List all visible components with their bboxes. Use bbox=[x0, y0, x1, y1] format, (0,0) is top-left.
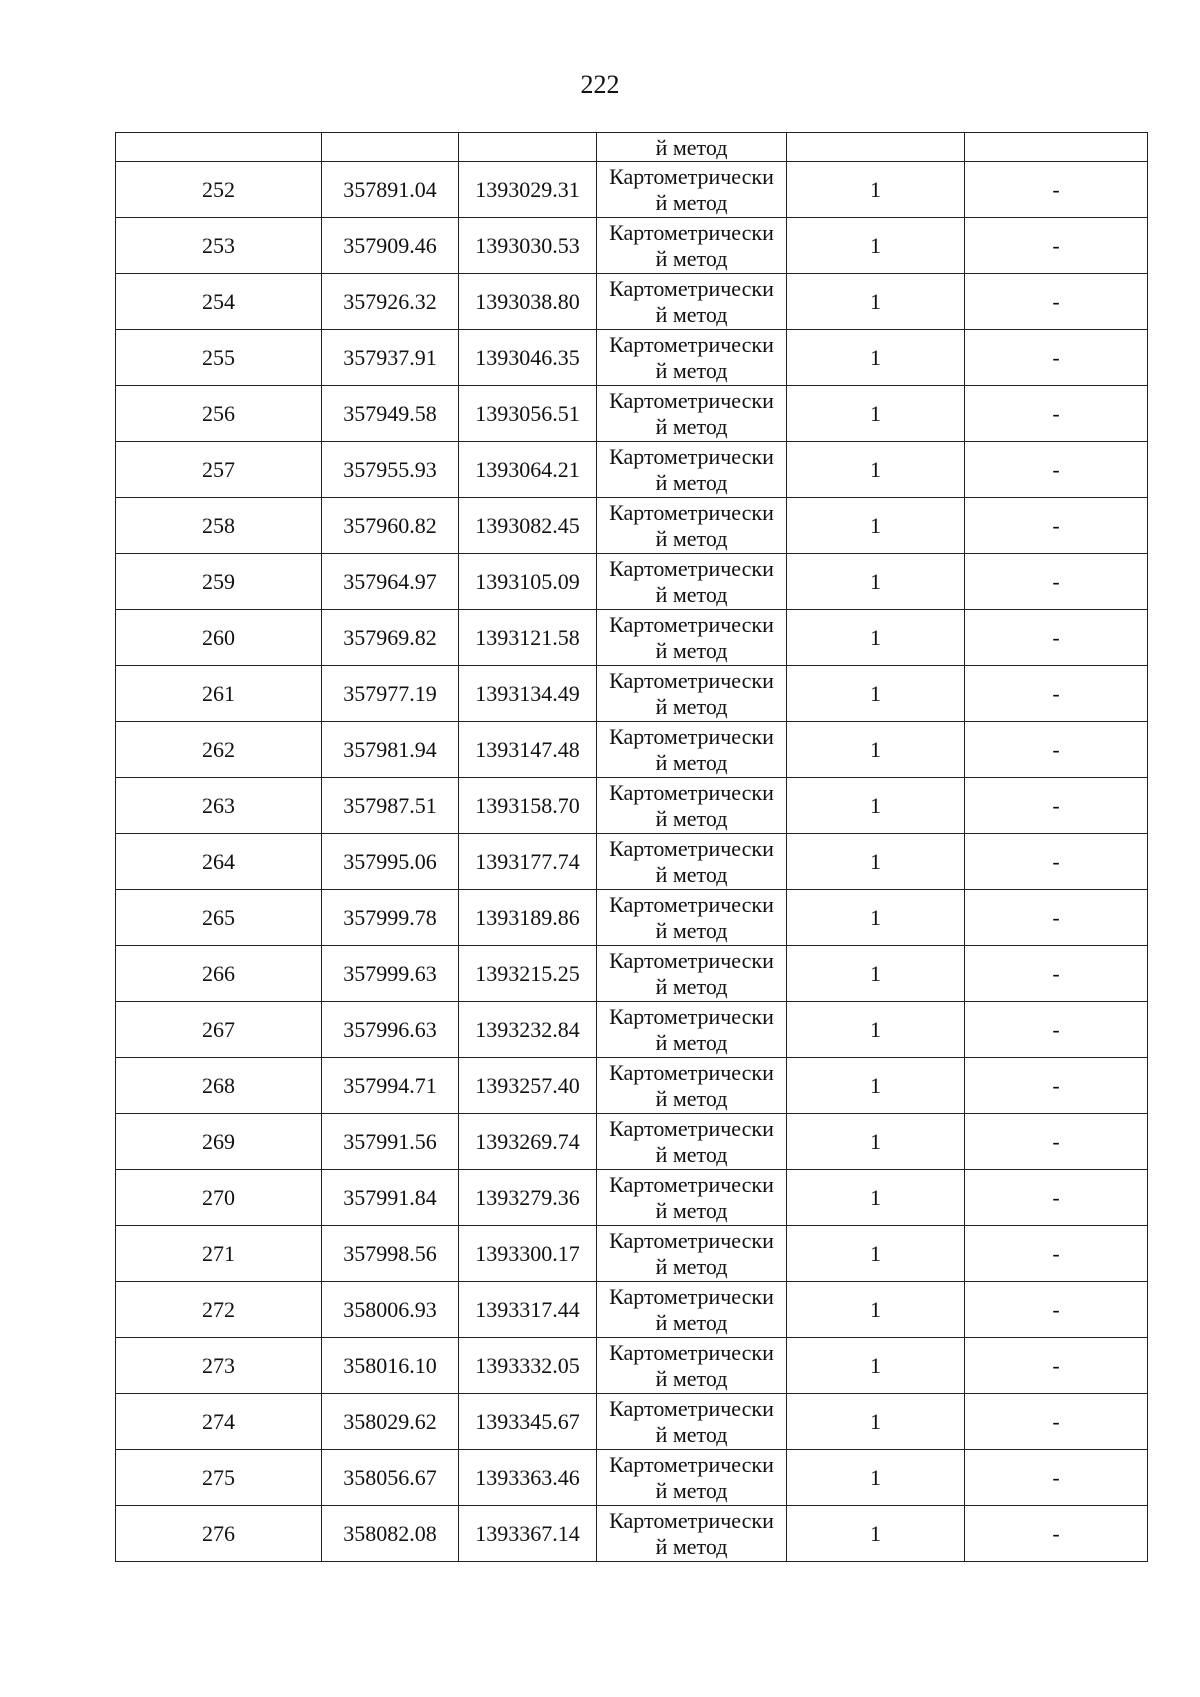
cell-method bbox=[597, 442, 787, 498]
cell-note: - bbox=[965, 946, 1148, 1002]
page-number: 222 bbox=[580, 70, 620, 99]
cell-precision: 1 bbox=[787, 1114, 965, 1170]
cell-y: 1393038.80 bbox=[459, 274, 597, 330]
cell-method bbox=[597, 554, 787, 610]
cell-precision: 1 bbox=[787, 890, 965, 946]
cell-point-number: 259 bbox=[116, 554, 322, 610]
cell-precision: 1 bbox=[787, 1282, 965, 1338]
cell-x: 357981.94 bbox=[322, 722, 459, 778]
table-row bbox=[116, 890, 1148, 946]
method-line-1: Картометрически bbox=[609, 723, 774, 749]
method-line-2: й метод bbox=[655, 1141, 728, 1167]
cell-note: - bbox=[965, 1506, 1148, 1562]
cell-method bbox=[597, 1282, 787, 1338]
cell-precision: 1 bbox=[787, 330, 965, 386]
cell-x: 357949.58 bbox=[322, 386, 459, 442]
cell-note bbox=[965, 133, 1148, 162]
method-line-1: Картометрически bbox=[609, 611, 774, 637]
cell-point-number: 274 bbox=[116, 1394, 322, 1450]
cell-y bbox=[459, 133, 597, 162]
cell-method bbox=[597, 1506, 787, 1562]
cell-note: - bbox=[965, 1450, 1148, 1506]
method-line-2: й метод bbox=[655, 413, 728, 439]
cell-x: 357955.93 bbox=[322, 442, 459, 498]
cell-x: 358016.10 bbox=[322, 1338, 459, 1394]
cell-y: 1393121.58 bbox=[459, 610, 597, 666]
method-line-1: Картометрически bbox=[609, 1003, 774, 1029]
table-row bbox=[116, 218, 1148, 274]
method-line-2: й метод bbox=[655, 1365, 728, 1391]
cell-y: 1393300.17 bbox=[459, 1226, 597, 1282]
cell-method bbox=[597, 1058, 787, 1114]
cell-point-number: 262 bbox=[116, 722, 322, 778]
cell-y: 1393215.25 bbox=[459, 946, 597, 1002]
cell-y: 1393177.74 bbox=[459, 834, 597, 890]
cell-precision: 1 bbox=[787, 498, 965, 554]
cell-precision: 1 bbox=[787, 274, 965, 330]
cell-point-number: 261 bbox=[116, 666, 322, 722]
cell-note: - bbox=[965, 442, 1148, 498]
cell-y: 1393105.09 bbox=[459, 554, 597, 610]
cell-point-number: 271 bbox=[116, 1226, 322, 1282]
cell-method bbox=[597, 162, 787, 218]
cell-note: - bbox=[965, 1002, 1148, 1058]
method-line-1: Картометрически bbox=[609, 1395, 774, 1421]
method-line-2: й метод bbox=[655, 189, 728, 215]
method-line-2: й метод bbox=[655, 1533, 728, 1559]
cell-precision: 1 bbox=[787, 1170, 965, 1226]
cell-y: 1393189.86 bbox=[459, 890, 597, 946]
cell-point-number: 269 bbox=[116, 1114, 322, 1170]
cell-note: - bbox=[965, 610, 1148, 666]
method-line-2: й метод bbox=[655, 581, 728, 607]
cell-note: - bbox=[965, 1394, 1148, 1450]
method-line-2: й метод bbox=[655, 805, 728, 831]
method-line-2: й метод bbox=[655, 1477, 728, 1503]
method-line-1: Картометрически bbox=[609, 275, 774, 301]
cell-x: 357996.63 bbox=[322, 1002, 459, 1058]
method-line-2: й метод bbox=[655, 637, 728, 663]
method-line-1: Картометрически bbox=[609, 163, 774, 189]
cell-method bbox=[597, 1226, 787, 1282]
cell-y: 1393046.35 bbox=[459, 330, 597, 386]
cell-precision: 1 bbox=[787, 386, 965, 442]
cell-y: 1393134.49 bbox=[459, 666, 597, 722]
coordinates-table bbox=[115, 132, 1148, 1562]
method-line-1: Картометрически bbox=[609, 1171, 774, 1197]
cell-point-number: 260 bbox=[116, 610, 322, 666]
cell-x: 357964.97 bbox=[322, 554, 459, 610]
method-line-2: й метод bbox=[655, 861, 728, 887]
cell-precision: 1 bbox=[787, 666, 965, 722]
cell-note: - bbox=[965, 386, 1148, 442]
cell-method bbox=[597, 778, 787, 834]
cell-precision: 1 bbox=[787, 1394, 965, 1450]
cell-method bbox=[597, 946, 787, 1002]
method-line-1: Картометрически bbox=[609, 387, 774, 413]
table-row bbox=[116, 498, 1148, 554]
table-row bbox=[116, 330, 1148, 386]
cell-point-number: 268 bbox=[116, 1058, 322, 1114]
cell-note: - bbox=[965, 162, 1148, 218]
method-line-2: й метод bbox=[655, 1029, 728, 1055]
cell-precision: 1 bbox=[787, 834, 965, 890]
cell-precision: 1 bbox=[787, 1506, 965, 1562]
method-line-2: й метод bbox=[655, 1309, 728, 1335]
table-row bbox=[116, 1002, 1148, 1058]
cell-method bbox=[597, 610, 787, 666]
cell-x: 357960.82 bbox=[322, 498, 459, 554]
method-line-1: Картометрически bbox=[609, 1227, 774, 1253]
cell-y: 1393147.48 bbox=[459, 722, 597, 778]
cell-precision: 1 bbox=[787, 1058, 965, 1114]
method-line-2: й метод bbox=[655, 693, 728, 719]
method-line-2: й метод bbox=[655, 1085, 728, 1111]
cell-note: - bbox=[965, 498, 1148, 554]
cell-point-number: 264 bbox=[116, 834, 322, 890]
cell-y: 1393332.05 bbox=[459, 1338, 597, 1394]
cell-precision: 1 bbox=[787, 554, 965, 610]
cell-note: - bbox=[965, 274, 1148, 330]
cell-y: 1393367.14 bbox=[459, 1506, 597, 1562]
cell-x: 357995.06 bbox=[322, 834, 459, 890]
cell-x: 357994.71 bbox=[322, 1058, 459, 1114]
cell-y: 1393317.44 bbox=[459, 1282, 597, 1338]
cell-note: - bbox=[965, 1226, 1148, 1282]
method-line-2: й метод bbox=[655, 749, 728, 775]
cell-y: 1393232.84 bbox=[459, 1002, 597, 1058]
cell-precision: 1 bbox=[787, 442, 965, 498]
method-line-2: й метод bbox=[655, 973, 728, 999]
cell-point-number: 255 bbox=[116, 330, 322, 386]
cell-method bbox=[597, 1002, 787, 1058]
method-line-1: Картометрически bbox=[609, 331, 774, 357]
cell-point-number: 257 bbox=[116, 442, 322, 498]
cell-y: 1393279.36 bbox=[459, 1170, 597, 1226]
method-line-2: й метод bbox=[655, 1197, 728, 1223]
cell-note: - bbox=[965, 218, 1148, 274]
table-row bbox=[116, 1506, 1148, 1562]
method-line-2: й метод bbox=[655, 1253, 728, 1279]
table-row bbox=[116, 1450, 1148, 1506]
cell-x: 357991.84 bbox=[322, 1170, 459, 1226]
table-row bbox=[116, 778, 1148, 834]
cell-point-number: 254 bbox=[116, 274, 322, 330]
table-row bbox=[116, 1282, 1148, 1338]
cell-point-number: 263 bbox=[116, 778, 322, 834]
cell-precision bbox=[787, 133, 965, 162]
cell-precision: 1 bbox=[787, 1002, 965, 1058]
table-row bbox=[116, 946, 1148, 1002]
cell-precision: 1 bbox=[787, 1338, 965, 1394]
cell-method bbox=[597, 218, 787, 274]
cell-y: 1393158.70 bbox=[459, 778, 597, 834]
cell-precision: 1 bbox=[787, 610, 965, 666]
cell-x: 357909.46 bbox=[322, 218, 459, 274]
cell-point-number: 256 bbox=[116, 386, 322, 442]
method-line-2: й метод bbox=[655, 357, 728, 383]
method-line-1: Картометрически bbox=[609, 499, 774, 525]
table-row bbox=[116, 834, 1148, 890]
cell-y: 1393030.53 bbox=[459, 218, 597, 274]
cell-x: 357977.19 bbox=[322, 666, 459, 722]
cell-point-number: 276 bbox=[116, 1506, 322, 1562]
cell-x: 357926.32 bbox=[322, 274, 459, 330]
cell-note: - bbox=[965, 778, 1148, 834]
method-line-1: Картометрически bbox=[609, 1115, 774, 1141]
cell-precision: 1 bbox=[787, 778, 965, 834]
cell-point-number: 275 bbox=[116, 1450, 322, 1506]
table-row bbox=[116, 442, 1148, 498]
cell-x: 357937.91 bbox=[322, 330, 459, 386]
method-line-1: Картометрически bbox=[609, 1059, 774, 1085]
cell-note: - bbox=[965, 1114, 1148, 1170]
cell-method bbox=[597, 1170, 787, 1226]
cell-method bbox=[597, 890, 787, 946]
method-line-2: й метод bbox=[655, 917, 728, 943]
method-line-1: Картометрически bbox=[609, 1507, 774, 1533]
table-row bbox=[116, 274, 1148, 330]
cell-point-number: 267 bbox=[116, 1002, 322, 1058]
method-line-1: Картометрически bbox=[609, 1451, 774, 1477]
cell-method bbox=[597, 1394, 787, 1450]
cell-method bbox=[597, 386, 787, 442]
cell-point-number: 265 bbox=[116, 890, 322, 946]
cell-method bbox=[597, 1114, 787, 1170]
cell-y: 1393064.21 bbox=[459, 442, 597, 498]
cell-x: 357891.04 bbox=[322, 162, 459, 218]
cell-y: 1393269.74 bbox=[459, 1114, 597, 1170]
cell-method bbox=[597, 274, 787, 330]
cell-precision: 1 bbox=[787, 946, 965, 1002]
cell-x: 357998.56 bbox=[322, 1226, 459, 1282]
cell-x: 357987.51 bbox=[322, 778, 459, 834]
cell-x: 357969.82 bbox=[322, 610, 459, 666]
table-row bbox=[116, 666, 1148, 722]
method-line-1: Картометрически bbox=[609, 1339, 774, 1365]
cell-x: 358006.93 bbox=[322, 1282, 459, 1338]
cell-note: - bbox=[965, 834, 1148, 890]
table-row bbox=[116, 610, 1148, 666]
cell-note: - bbox=[965, 722, 1148, 778]
cell-method bbox=[597, 834, 787, 890]
cell-x: 357991.56 bbox=[322, 1114, 459, 1170]
cell-y: 1393345.67 bbox=[459, 1394, 597, 1450]
cell-note: - bbox=[965, 890, 1148, 946]
table-row bbox=[116, 722, 1148, 778]
method-line-1: Картометрически bbox=[609, 1283, 774, 1309]
method-line-2: й метод bbox=[655, 1421, 728, 1447]
cell-note: - bbox=[965, 330, 1148, 386]
cell-method bbox=[597, 722, 787, 778]
method-line-1: Картометрически bbox=[609, 947, 774, 973]
method-line-2: й метод bbox=[655, 301, 728, 327]
method-line-1: Картометрически bbox=[609, 443, 774, 469]
cell-x: 358056.67 bbox=[322, 1450, 459, 1506]
table-row bbox=[116, 162, 1148, 218]
cell-note: - bbox=[965, 1282, 1148, 1338]
cell-method bbox=[597, 666, 787, 722]
cell-precision: 1 bbox=[787, 722, 965, 778]
method-line-2: й метод bbox=[655, 525, 728, 551]
cell-note: - bbox=[965, 1338, 1148, 1394]
method-line-1: Картометрически bbox=[609, 835, 774, 861]
table-row bbox=[116, 1338, 1148, 1394]
cell-y: 1393363.46 bbox=[459, 1450, 597, 1506]
table-row bbox=[116, 554, 1148, 610]
table-body bbox=[116, 133, 1148, 1562]
table-row bbox=[116, 1170, 1148, 1226]
cell-y: 1393257.40 bbox=[459, 1058, 597, 1114]
table-row bbox=[116, 1114, 1148, 1170]
cell-note: - bbox=[965, 1170, 1148, 1226]
cell-point-number: 252 bbox=[116, 162, 322, 218]
table-row bbox=[116, 1226, 1148, 1282]
cell-method bbox=[597, 133, 787, 162]
cell-point-number bbox=[116, 133, 322, 162]
cell-note: - bbox=[965, 666, 1148, 722]
method-line-1: Картометрически bbox=[609, 555, 774, 581]
method-line-1: Картометрически bbox=[609, 667, 774, 693]
cell-precision: 1 bbox=[787, 218, 965, 274]
cell-y: 1393029.31 bbox=[459, 162, 597, 218]
cell-point-number: 258 bbox=[116, 498, 322, 554]
cell-point-number: 273 bbox=[116, 1338, 322, 1394]
cell-method bbox=[597, 1338, 787, 1394]
method-line-2: й метод bbox=[655, 245, 728, 271]
cell-x: 357999.78 bbox=[322, 890, 459, 946]
method-line-2: й метод bbox=[655, 135, 728, 160]
carryover-row bbox=[116, 133, 1148, 162]
cell-note: - bbox=[965, 1058, 1148, 1114]
cell-method bbox=[597, 330, 787, 386]
method-line-1: Картометрически bbox=[609, 779, 774, 805]
cell-precision: 1 bbox=[787, 1226, 965, 1282]
method-line-2: й метод bbox=[655, 469, 728, 495]
method-line-1: Картометрически bbox=[609, 891, 774, 917]
method-line-1: Картометрически bbox=[609, 219, 774, 245]
cell-note: - bbox=[965, 554, 1148, 610]
cell-method bbox=[597, 1450, 787, 1506]
cell-point-number: 270 bbox=[116, 1170, 322, 1226]
table-row bbox=[116, 386, 1148, 442]
cell-point-number: 253 bbox=[116, 218, 322, 274]
cell-method bbox=[597, 498, 787, 554]
cell-x: 358082.08 bbox=[322, 1506, 459, 1562]
cell-point-number: 266 bbox=[116, 946, 322, 1002]
cell-point-number: 272 bbox=[116, 1282, 322, 1338]
cell-precision: 1 bbox=[787, 1450, 965, 1506]
cell-x: 358029.62 bbox=[322, 1394, 459, 1450]
cell-y: 1393082.45 bbox=[459, 498, 597, 554]
cell-precision: 1 bbox=[787, 162, 965, 218]
cell-x bbox=[322, 133, 459, 162]
cell-x: 357999.63 bbox=[322, 946, 459, 1002]
table-row bbox=[116, 1058, 1148, 1114]
cell-y: 1393056.51 bbox=[459, 386, 597, 442]
table-row bbox=[116, 1394, 1148, 1450]
